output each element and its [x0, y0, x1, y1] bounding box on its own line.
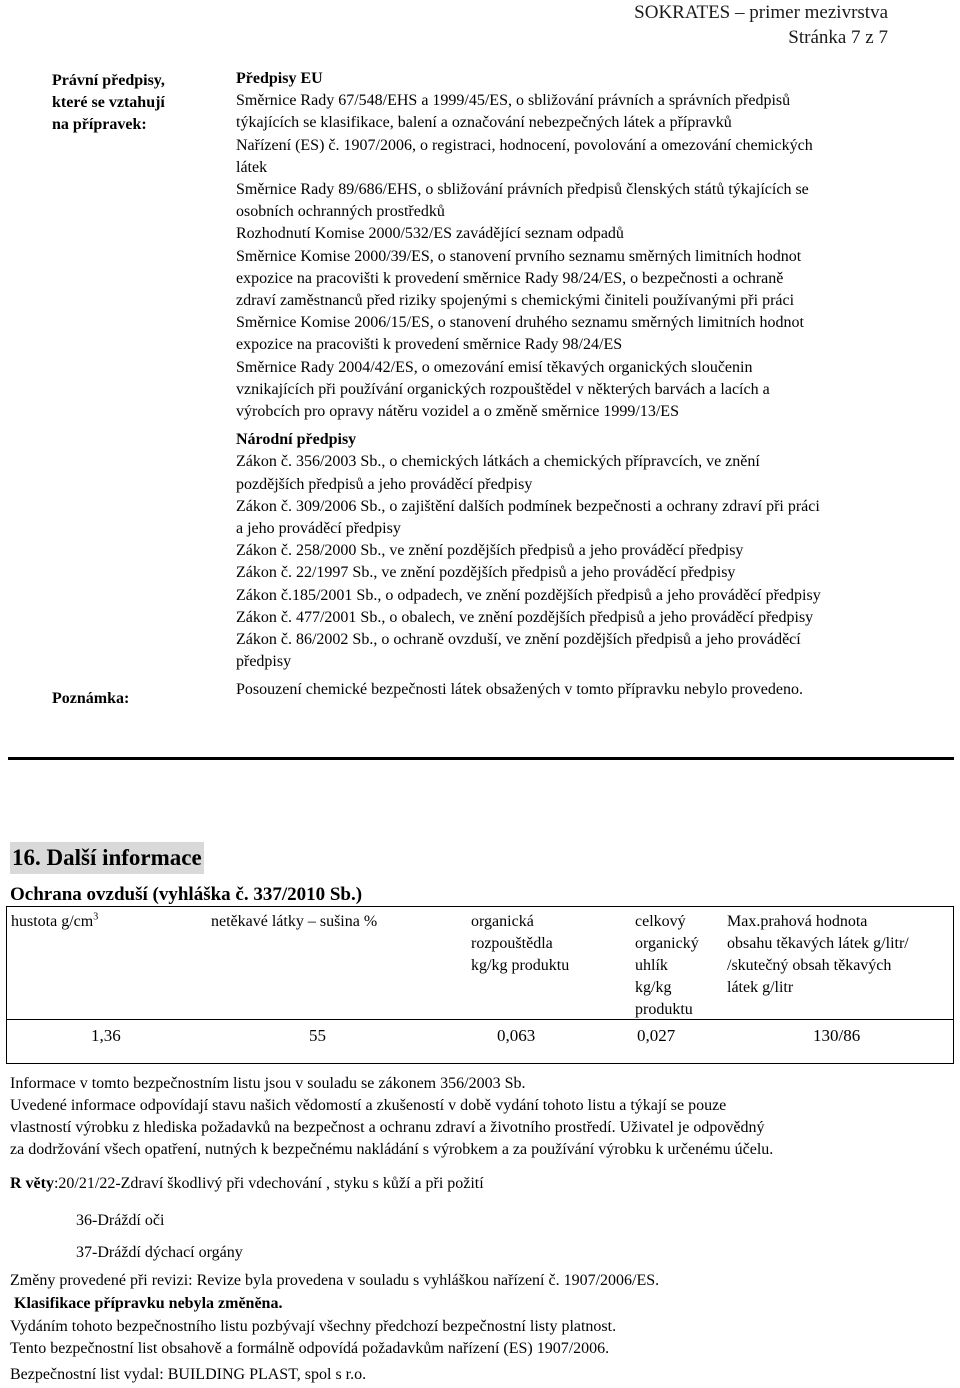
header-max — [727, 911, 909, 999]
info-line: vlastností výrobku z hlediska požadavků na bezpečnost a ochranu zdraví a životního prostředí. Uživatel je odpovědný — [10, 1119, 765, 1136]
eu-line: výrobcích pro opravy nátěru vozidel a o změně směrnice 1999/13/ES — [236, 403, 679, 421]
regulations-label — [52, 70, 222, 136]
eu-line: Směrnice Komise 2000/39/ES, o stanovení prvního seznamu směrných limitních hodnot — [236, 247, 802, 265]
air-protection-subtitle: Ochrana ovzduší (vyhláška č. 337/2010 Sb.) — [10, 884, 363, 905]
regulations-label-line: Právní předpisy, — [52, 72, 165, 89]
cell-carbon: 0,027 — [637, 1026, 676, 1045]
note-text: Posouzení chemické bezpečnosti látek obsažených v tomto přípravku nebylo provedeno. — [236, 681, 803, 698]
header-carbon-line: produktu — [635, 1001, 693, 1018]
section-divider — [8, 757, 954, 760]
eu-line: expozice na pracovišti k provedení směrnice Rady 98/24/ES, o bezpečnosti a ochraně — [236, 269, 784, 287]
national-line: Zákon č. 309/2006 Sb., o zajištění dalších podmínek bezpečnosti a ochrany zdraví při práci — [236, 497, 820, 515]
header-carbon — [635, 911, 699, 1021]
eu-line: látek — [236, 158, 268, 176]
header-solvents-line: kg/kg produktu — [471, 957, 570, 974]
document-title: SOKRATES – primer mezivrstva — [634, 2, 888, 23]
eu-line: týkajících se klasifikace, balení a označování nebezpečných látek a přípravků — [236, 114, 732, 132]
header-max-line: Max.prahová hodnota — [727, 913, 868, 930]
header-density-text: hustota g/cm — [11, 913, 94, 930]
national-line: pozdějších předpisů a jeho prováděcí předpisy — [236, 475, 533, 493]
national-heading: Národní předpisy — [236, 431, 357, 449]
r-phrase-36: 36-Dráždí oči — [76, 1212, 165, 1229]
issuer: Bezpečnostní list vydal: BUILDING PLAST, spol s r.o. — [10, 1366, 367, 1383]
page-number: Stránka 7 z 7 — [788, 27, 888, 48]
national-line: Zákon č.185/2001 Sb., o odpadech, ve znění pozdějších předpisů a jeho prováděcí předpisy — [236, 586, 821, 604]
national-line: Zákon č. 477/2001 Sb., o obalech, ve znění pozdějších předpisů a jeho prováděcí předpisy — [236, 608, 814, 626]
cell-density: 1,36 — [91, 1026, 121, 1045]
r-phrases — [10, 1173, 484, 1195]
header-max-line: obsahu těkavých látek g/litr/ — [727, 935, 909, 952]
header-solvents — [471, 911, 569, 977]
eu-line: Rozhodnutí Komise 2000/532/ES zavádějící seznam odpadů — [236, 225, 624, 243]
eu-line: expozice na pracovišti k provedení směrnice Rady 98/24/ES — [236, 336, 623, 354]
note-label: Poznámka: — [52, 690, 130, 707]
header-max-line: /skutečný obsah těkavých — [727, 957, 892, 974]
section-title: 16. Další informace — [10, 842, 204, 874]
regulations-label-line: které se vztahují — [52, 94, 165, 111]
regulations-label-line: na přípravek: — [52, 116, 147, 133]
header-density — [11, 911, 98, 933]
info-line: Uvedené informace odpovídají stavu našich vědomostí a zkušeností v době vydání tohoto listu a týkají se pouze — [10, 1097, 727, 1114]
header-nonvolatile: netěkavé látky – sušina % — [211, 913, 378, 930]
r-phrases-text: :20/21/22-Zdraví škodlivý při vdechování , styku s kůží a při požití — [53, 1175, 484, 1192]
eu-line: Směrnice Rady 2004/42/ES, o omezování emisí těkavých organických sloučenin — [236, 358, 753, 376]
national-line: Zákon č. 86/2002 Sb., o ochraně ovzduší, ve znění pozdějších předpisů a jeho prováděcí — [236, 631, 801, 649]
eu-line: osobních ochranných prostředků — [236, 203, 445, 221]
voc-table — [6, 906, 954, 1064]
eu-line: Nařízení (ES) č. 1907/2006, o registraci, hodnocení, povolování a omezování chemických — [236, 136, 813, 154]
eu-line: zdraví zaměstnanců před riziky spojenými s chemickými činiteli používanými při práci — [236, 292, 795, 310]
header-solvents-line: rozpouštědla — [471, 935, 553, 952]
eu-line: Směrnice Rady 89/686/EHS, o sbližování právních předpisů členských států týkajících se — [236, 181, 809, 199]
info-line: Informace v tomto bezpečnostním listu jsou v souladu se zákonem 356/2003 Sb. — [10, 1075, 526, 1092]
header-solvents-line: organická — [471, 913, 534, 930]
cell-solvents: 0,063 — [497, 1026, 536, 1045]
r-phrases-label: R věty — [10, 1175, 54, 1192]
cell-nonvolatile: 55 — [309, 1026, 326, 1045]
revision-changes: Změny provedené při revizi: Revize byla provedena v souladu s vyhláškou nařízení č. 1907/2006/ES. — [10, 1272, 660, 1289]
eu-line: Směrnice Rady 67/548/EHS a 1999/45/ES, o sbližování právních a správních předpisů — [236, 92, 791, 110]
national-line: Zákon č. 22/1997 Sb., ve znění pozdějších předpisů a jeho prováděcí předpisy — [236, 564, 736, 582]
table-rule — [7, 1019, 953, 1020]
conformity-note: Tento bezpečnostní list obsahově a formálně odpovídá požadavkům nařízení (ES) 1907/2006. — [10, 1340, 610, 1357]
superscript: 3 — [93, 911, 99, 923]
national-line: a jeho prováděcí předpisy — [236, 520, 401, 538]
national-line: Zákon č. 356/2003 Sb., o chemických látkách a chemických přípravcích, ve znění — [236, 453, 760, 471]
national-line: předpisy — [236, 653, 292, 671]
r-phrase-37: 37-Dráždí dýchací orgány — [76, 1244, 243, 1261]
national-line: Zákon č. 258/2000 Sb., ve znění pozdějších předpisů a jeho prováděcí předpisy — [236, 542, 744, 560]
header-max-line: látek g/litr — [727, 979, 794, 996]
info-line: za dodržování všech opatření, nutných k bezpečnému nakládání s výrobkem a za používání výrobku k určenému účelu. — [10, 1141, 774, 1158]
regulations-content — [236, 68, 948, 673]
eu-line: Směrnice Komise 2006/15/ES, o stanovení druhého seznamu směrných limitních hodnot — [236, 314, 804, 332]
eu-heading: Předpisy EU — [236, 70, 323, 87]
header-carbon-line: kg/kg — [635, 979, 672, 996]
header-carbon-line: uhlík — [635, 957, 668, 974]
eu-line: vznikajících při používání organických rozpouštědel v některých barvách a lacích a — [236, 380, 770, 398]
header-carbon-line: celkový — [635, 913, 686, 930]
classification-note: Klasifikace přípravku nebyla změněna. — [14, 1295, 283, 1312]
validity-note: Vydáním tohoto bezpečnostního listu pozbývají všechny předchozí bezpečnostní listy platnost. — [10, 1318, 617, 1335]
cell-max: 130/86 — [813, 1026, 861, 1045]
header-carbon-line: organický — [635, 935, 699, 952]
